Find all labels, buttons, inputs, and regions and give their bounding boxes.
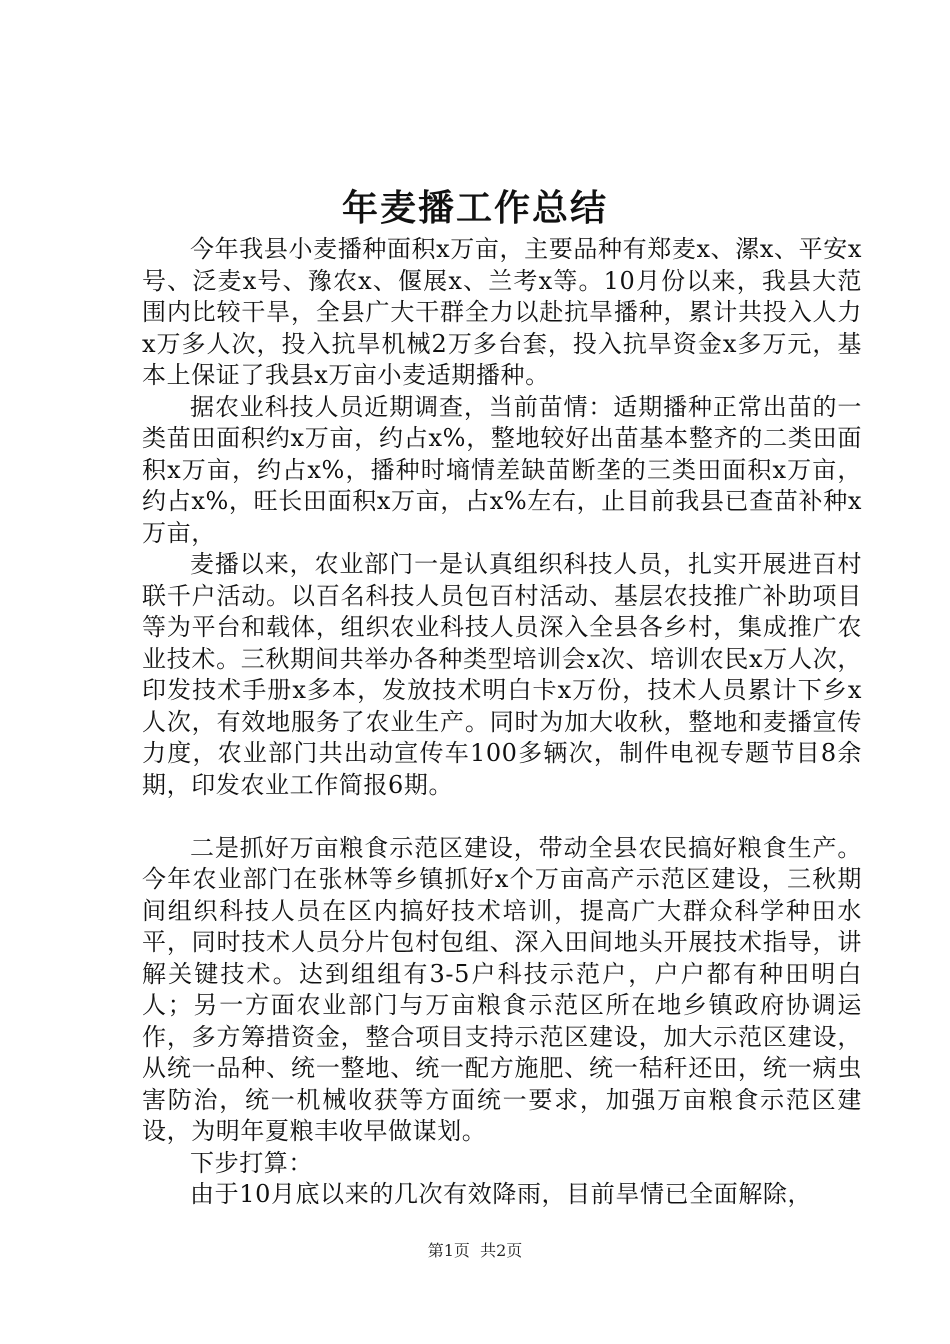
paragraph-demo-zone: 二是抓好万亩粮食示范区建设，带动全县农民搞好粮食生产。今年农业部门在张林等乡镇抓好x个万亩高产示范区建设，三秋期间组织科技人员在区内搞好技术培训，提高广大群众科学种田水平，同时技术人员分片包村包组、深入田间地头开展技术指导，讲解关键技术。达到组组有3-5户科技示范户，户户都有种田明白人；另一方面农业部门与万亩粮食示范区所在地乡镇政府协调运作，多方筹措资金，整合项目支持示范区建设，加大示范区建设，从统一品种、统一整地、统一配方施肥、统一秸秆还田，统一病虫害防治，统一机械收获等方面统一要求，加强万亩粮食示范区建设，为明年夏粮丰收早做谋划。 (142, 833, 862, 1145)
paragraph-next-steps-heading: 下步打算： (190, 1148, 313, 1177)
paragraph-tech-training: 麦播以来，农业部门一是认真组织科技人员，扎实开展进百村联千户活动。以百名科技人员包百村活动、基层农技推广补助项目等为平台和载体，组织农业科技人员深入全县各乡村，集成推广农业技术。三秋期间共举办各种类型培训会x次、培训农民x万人次，印发技术手册x多本，发放技术明白卡x万份，技术人员累计下乡x人次，有效地服务了农业生产。同时为加大收秋，整地和麦播宣传力度，农业部门共出动宣传车100多辆次，制件电视专题节目8余期，印发农业工作简报6期。 (142, 550, 862, 799)
paragraph-rainfall: 由于10月底以来的几次有效降雨，目前旱情已全面解除， (190, 1180, 813, 1208)
page-footer: 第1页 共2页 (427, 1241, 523, 1260)
paragraph-seedling-status: 据农业科技人员近期调查，当前苗情：适期播种正常出苗的一类苗田面积约x万亩，约占x%，整地较好出苗基本整齐的二类田面积x万亩，约占x%，播种时墒情差缺苗断垄的三类田面积x万亩，约占x%，旺长田面积x万亩，占x%左右，止目前我县已查苗补种x万亩， (142, 392, 862, 547)
paragraph-spacer (142, 801, 862, 833)
document-title: 年麦播工作总结 (341, 187, 608, 229)
document-body (142, 234, 862, 1211)
paragraph-planting-overview: 今年我县小麦播种面积x万亩，主要品种有郑麦x、漯x、平安x号、泛麦x号、豫农x、偃展x、兰考x等。10月份以来，我县大范围内比较干旱，全县广大干群全力以赴抗旱播种，累计共投入人力x万多人次，投入抗旱机械2万多台套，投入抗旱资金x多万元，基本上保证了我县x万亩小麦适期播种。 (142, 235, 862, 389)
